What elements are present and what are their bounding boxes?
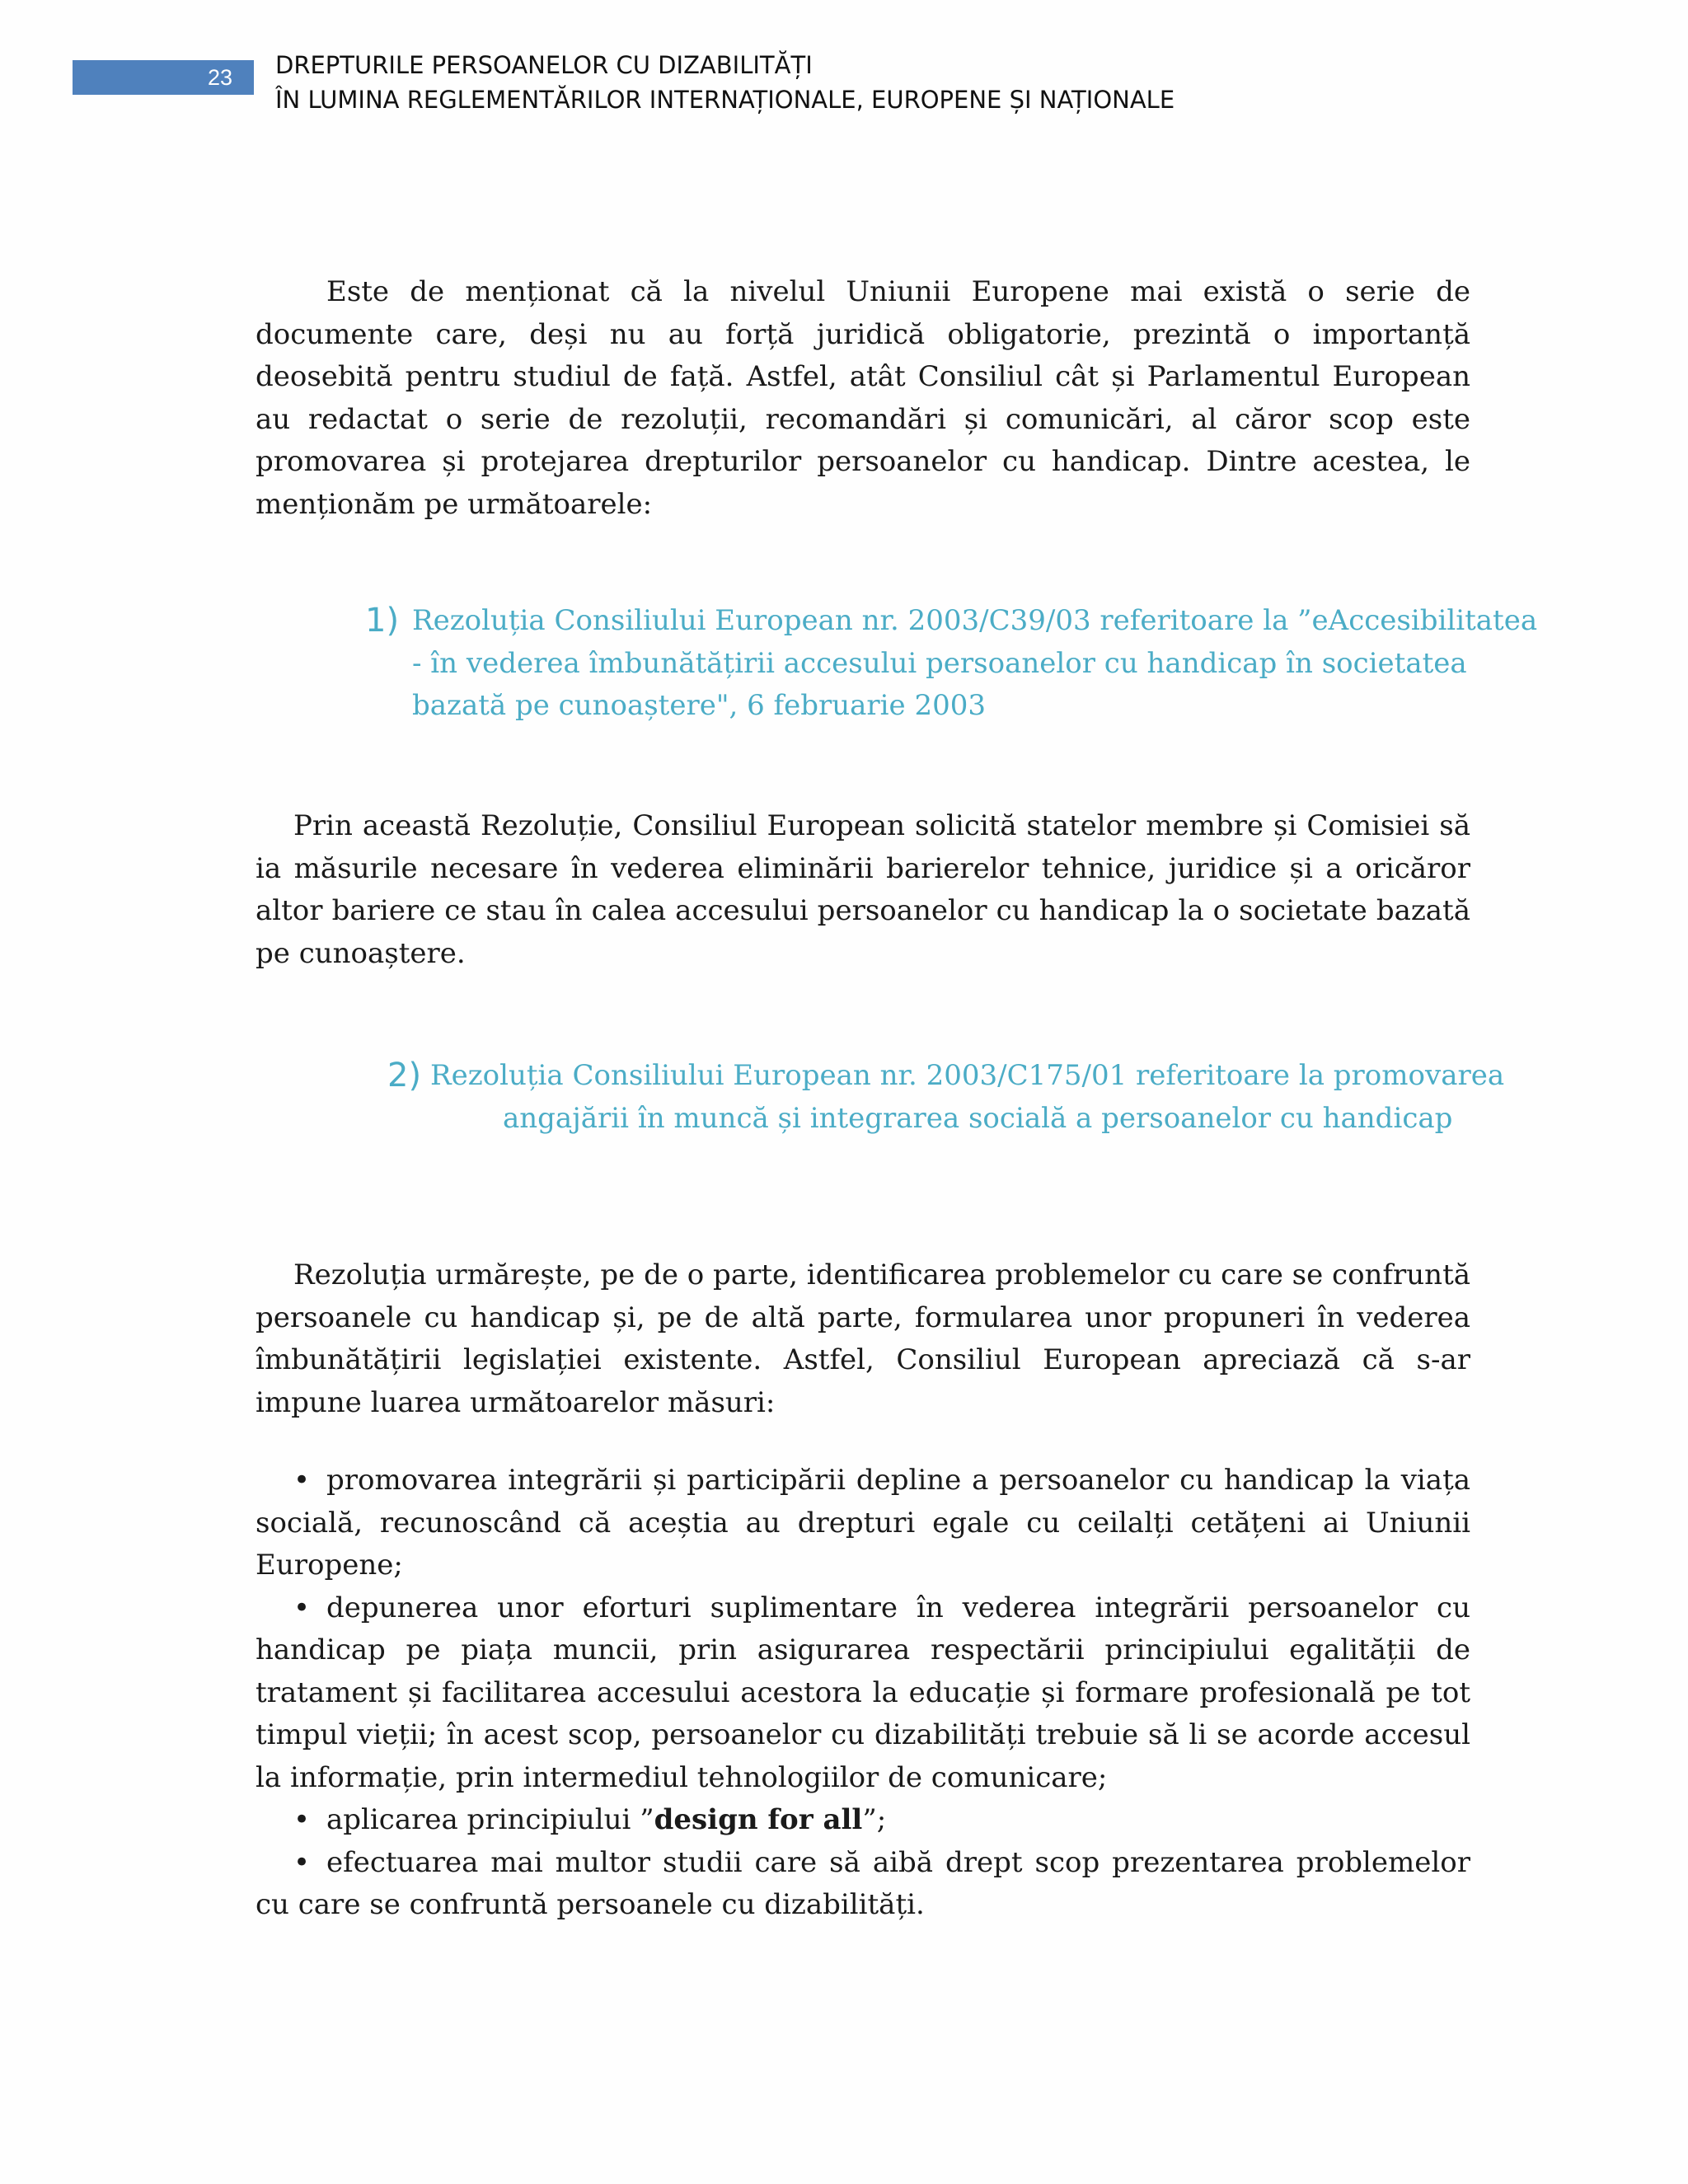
section-1-heading-line: - în vederea îmbunătățirii accesului persoanelor cu handicap în societatea	[412, 646, 1467, 680]
page-number: 23	[207, 64, 232, 90]
bullet-icon: •	[293, 1845, 311, 1879]
section-1-paragraph	[256, 805, 1470, 975]
measures-list	[256, 1460, 1470, 1927]
section-1-heading-line: Rezoluția Consiliului European nr. 2003/C39/03 referitoare la ”eAccesibilitatea	[412, 604, 1538, 637]
list-item: • promovarea integrării și participării depline a persoanelor cu handicap la viața socială, recunoscând că aceștia au drepturi egale cu ceilalți cetățeni ai Uniunii Europene;	[256, 1460, 1470, 1587]
section-2-heading-line: Rezoluția Consiliului European nr. 2003/C175/01 referitoare la promovarea	[430, 1059, 1505, 1092]
section-2-text: Rezoluția urmărește, pe de o parte, identificarea problemelor cu care se confruntă persoanele cu handicap și, pe de altă parte, formularea unor propuneri în vederea îmbunătățirii legislației existente. Astfel, Consiliul European apreciază că s-ar impune luarea următoarelor măsuri:	[256, 1258, 1470, 1419]
section-1-heading-line: bazată pe cunoaștere", 6 februarie 2003	[412, 689, 987, 722]
section-2-heading-line: angajării în muncă și integrarea socială a persoanelor cu handicap	[503, 1101, 1453, 1135]
section-1-heading	[365, 600, 1538, 728]
section-1-text: Prin această Rezoluție, Consiliul European solicită statelor membre și Comisiei să ia măsurile necesare în vederea eliminării barierelor tehnice, juridice și a oricăror altor bariere ce stau în calea accesului persoanelor cu handicap la o societate bazată pe cunoaștere.	[256, 809, 1470, 970]
intro-paragraph	[256, 271, 1470, 526]
bullet-icon: •	[293, 1803, 311, 1836]
intro-text: Este de menționat că la nivelul Uniunii Europene mai există o serie de documente care, deși nu au forță juridică obligatorie, prezintă o importanță deosebită pentru studiul de față. Astfel, atât Consiliul cât și Parlamentul European au redactat o serie de rezoluții, recomandări și comunicări, al căror scop este promovarea și protejarea drepturilor persoanelor cu handicap. Dintre acestea, le menționăm pe următoarele:	[256, 275, 1470, 521]
header-title-line2: ÎN LUMINA REGLEMENTĂRILOR INTERNAȚIONALE, EUROPENE ȘI NAȚIONALE	[275, 86, 1175, 114]
list-item: • efectuarea mai multor studii care să aibă drept scop prezentarea problemelor cu care se confruntă persoanele cu dizabilități.	[256, 1842, 1470, 1927]
section-1-number: 1)	[365, 602, 400, 640]
bullet-icon: •	[293, 1464, 311, 1497]
list-item: • aplicarea principiului ”design for all”;	[256, 1799, 1470, 1842]
section-2-paragraph	[256, 1254, 1470, 1424]
page-number-badge	[73, 60, 254, 95]
bullet-icon: •	[293, 1591, 311, 1624]
list-item: • depunerea unor eforturi suplimentare în vederea integrării persoanelor cu handicap pe piața muncii, prin asigurarea respectării principiului egalității de tratament și facilitarea accesului acestora la educație și formare profesională pe tot timpul vieții; în acest scop, persoanelor cu dizabilități trebuie să li se acorde accesul la informație, prin intermediul tehnologiilor de comunicare;	[256, 1587, 1470, 1800]
header-title-line1: DREPTURILE PERSOANELOR CU DIZABILITĂȚI	[275, 51, 813, 79]
section-2-number: 2)	[387, 1057, 422, 1094]
design-for-all-emphasis: design for all	[654, 1803, 863, 1836]
section-2-heading	[387, 1055, 1505, 1140]
running-header	[275, 48, 1512, 117]
